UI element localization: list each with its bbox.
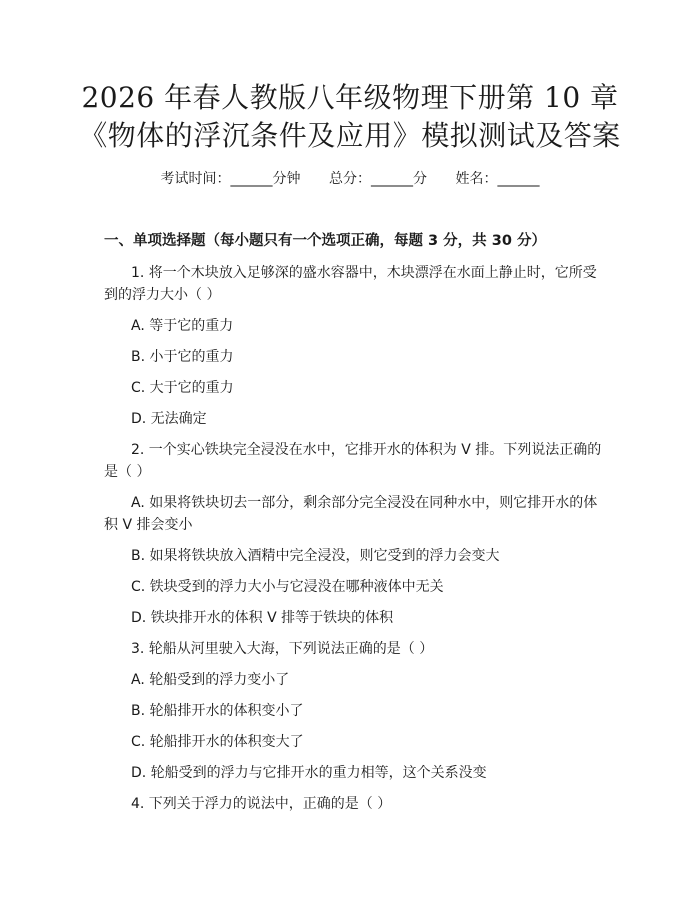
question-1-option-d: D. 无法确定 (131, 411, 207, 427)
question-1-option-c: C. 大于它的重力 (131, 380, 234, 396)
exam-time-field: 考试时间：______分钟 (160, 171, 301, 187)
question-1-stem-line-1: 1. 将一个木块放入足够深的盛水容器中，木块漂浮在水面上静止时，它所受 (131, 265, 597, 281)
question-3-option-a: A. 轮船受到的浮力变小了 (131, 672, 290, 688)
question-2-option-a-line-1: A. 如果将铁块切去一部分，剩余部分完全浸没在同种水中，则它排开水的体 (131, 495, 598, 511)
question-3-option-c: C. 轮船排开水的体积变大了 (131, 734, 304, 750)
exam-info-row (0, 169, 700, 189)
section-heading: 一、单项选择题（每小题只有一个选项正确，每题 3 分，共 30 分） (104, 233, 546, 249)
document-title-line-2: 《物体的浮沉条件及应用》模拟测试及答案 (79, 119, 621, 152)
question-2-stem-line-1: 2. 一个实心铁块完全浸没在水中，它排开水的体积为 V 排。下列说法正确的 (131, 442, 602, 458)
question-2-stem-line-2: 是（ ） (104, 464, 151, 480)
question-1-option-a: A. 等于它的重力 (131, 318, 234, 334)
question-3-stem: 3. 轮船从河里驶入大海，下列说法正确的是（ ） (131, 641, 434, 657)
question-1-option-b: B. 小于它的重力 (131, 349, 234, 365)
question-1-stem-line-2: 到的浮力大小（ ） (104, 287, 221, 303)
document-title-line-1: 2026 年春人教版八年级物理下册第 10 章 (81, 81, 619, 114)
question-2-option-c: C. 铁块受到的浮力大小与它浸没在哪种液体中无关 (131, 579, 444, 595)
question-4-stem: 4. 下列关于浮力的说法中，正确的是（ ） (131, 796, 392, 812)
question-2-option-a-line-2: 积 V 排会变小 (104, 517, 193, 533)
question-3-option-d: D. 轮船受到的浮力与它排开水的重力相等，这个关系没变 (131, 765, 487, 781)
student-name-field: 姓名：______ (455, 171, 540, 187)
question-2-option-b: B. 如果将铁块放入酒精中完全浸没，则它受到的浮力会变大 (131, 548, 500, 564)
question-3-option-b: B. 轮船排开水的体积变小了 (131, 703, 304, 719)
question-2-option-d: D. 铁块排开水的体积 V 排等于铁块的体积 (131, 610, 394, 626)
exam-score-field: 总分：______分 (329, 171, 427, 187)
